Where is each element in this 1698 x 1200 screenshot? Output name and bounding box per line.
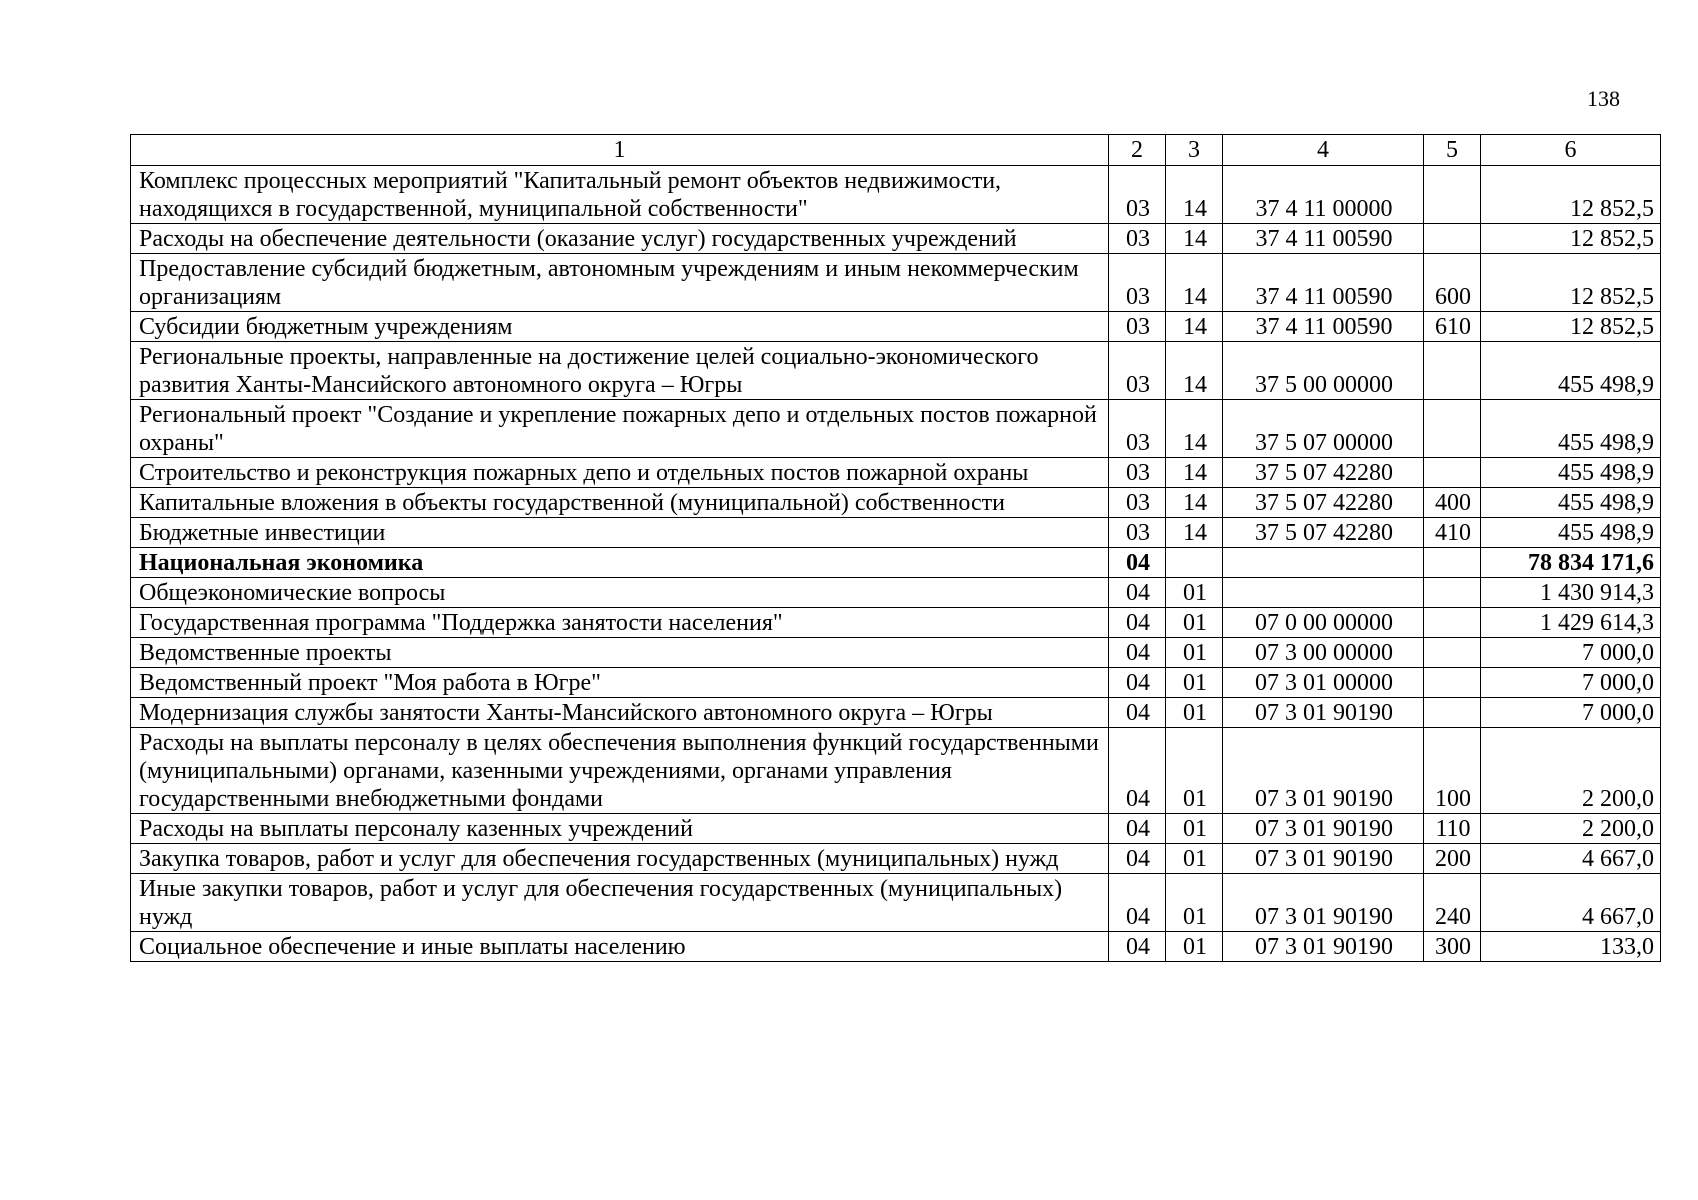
- target-article-cell: 07 3 01 00000: [1223, 668, 1424, 698]
- amount-cell: 12 852,5: [1481, 312, 1661, 342]
- header-cell: 1: [131, 135, 1109, 166]
- subsection-code-cell: 14: [1166, 312, 1223, 342]
- section-code-cell: 03: [1109, 254, 1166, 312]
- subsection-code-cell: 01: [1166, 844, 1223, 874]
- expense-type-cell: [1424, 668, 1481, 698]
- section-code-cell: 04: [1109, 874, 1166, 932]
- expense-type-cell: 200: [1424, 844, 1481, 874]
- section-code-cell: 03: [1109, 488, 1166, 518]
- table-row: [131, 728, 1661, 814]
- expense-type-cell: 240: [1424, 874, 1481, 932]
- amount-cell: 12 852,5: [1481, 224, 1661, 254]
- header-cell: 4: [1223, 135, 1424, 166]
- amount-cell: 1 430 914,3: [1481, 578, 1661, 608]
- section-code-cell: 04: [1109, 548, 1166, 578]
- table-row: [131, 698, 1661, 728]
- amount-cell: 2 200,0: [1481, 814, 1661, 844]
- amount-cell: 455 498,9: [1481, 342, 1661, 400]
- expense-type-cell: [1424, 166, 1481, 224]
- subsection-code-cell: 01: [1166, 608, 1223, 638]
- amount-cell: 455 498,9: [1481, 458, 1661, 488]
- row-name-cell: Предоставление субсидий бюджетным, автономным учреждениям и иным некоммерческим организациям: [131, 254, 1109, 312]
- subsection-code-cell: 01: [1166, 578, 1223, 608]
- row-name-cell: Субсидии бюджетным учреждениям: [131, 312, 1109, 342]
- subsection-code-cell: 14: [1166, 166, 1223, 224]
- row-name-cell: Модернизация службы занятости Ханты-Мансийского автономного округа – Югры: [131, 698, 1109, 728]
- section-code-cell: 03: [1109, 342, 1166, 400]
- expense-type-cell: [1424, 578, 1481, 608]
- row-name-cell: Комплекс процессных мероприятий "Капитальный ремонт объектов недвижимости, находящихся в государственной, муниципальной собственности": [131, 166, 1109, 224]
- row-name-cell: Закупка товаров, работ и услуг для обеспечения государственных (муниципальных) нужд: [131, 844, 1109, 874]
- target-article-cell: [1223, 548, 1424, 578]
- row-name-cell: Расходы на выплаты персоналу казенных учреждений: [131, 814, 1109, 844]
- target-article-cell: 37 5 07 42280: [1223, 458, 1424, 488]
- section-code-cell: 03: [1109, 400, 1166, 458]
- section-code-cell: 04: [1109, 638, 1166, 668]
- expense-type-cell: [1424, 342, 1481, 400]
- section-code-cell: 03: [1109, 458, 1166, 488]
- amount-cell: 455 498,9: [1481, 488, 1661, 518]
- table-row: [131, 608, 1661, 638]
- amount-cell: 4 667,0: [1481, 844, 1661, 874]
- table-row: [131, 224, 1661, 254]
- section-code-cell: 04: [1109, 814, 1166, 844]
- target-article-cell: 07 3 00 00000: [1223, 638, 1424, 668]
- expense-type-cell: 110: [1424, 814, 1481, 844]
- target-article-cell: 07 3 01 90190: [1223, 698, 1424, 728]
- row-name-cell: Расходы на обеспечение деятельности (оказание услуг) государственных учреждений: [131, 224, 1109, 254]
- header-cell: 5: [1424, 135, 1481, 166]
- amount-cell: 7 000,0: [1481, 638, 1661, 668]
- row-name-cell: Бюджетные инвестиции: [131, 518, 1109, 548]
- amount-cell: 133,0: [1481, 932, 1661, 962]
- target-article-cell: [1223, 578, 1424, 608]
- expense-type-cell: 600: [1424, 254, 1481, 312]
- target-article-cell: 37 5 07 00000: [1223, 400, 1424, 458]
- row-name-cell: Капитальные вложения в объекты государственной (муниципальной) собственности: [131, 488, 1109, 518]
- target-article-cell: 37 5 00 00000: [1223, 342, 1424, 400]
- subsection-code-cell: 01: [1166, 668, 1223, 698]
- table-row: [131, 400, 1661, 458]
- table-row: [131, 518, 1661, 548]
- target-article-cell: 07 3 01 90190: [1223, 844, 1424, 874]
- amount-cell: 2 200,0: [1481, 728, 1661, 814]
- table-row: [131, 814, 1661, 844]
- row-name-cell: Национальная экономика: [131, 548, 1109, 578]
- section-code-cell: 03: [1109, 312, 1166, 342]
- row-name-cell: Региональные проекты, направленные на достижение целей социально-экономического развития Ханты-Мансийского автономного округа – Югры: [131, 342, 1109, 400]
- header-cell: 3: [1166, 135, 1223, 166]
- table-row: [131, 548, 1661, 578]
- table-row: [131, 342, 1661, 400]
- subsection-code-cell: 01: [1166, 932, 1223, 962]
- expense-type-cell: [1424, 224, 1481, 254]
- subsection-code-cell: 01: [1166, 874, 1223, 932]
- target-article-cell: 37 5 07 42280: [1223, 488, 1424, 518]
- expense-type-cell: 100: [1424, 728, 1481, 814]
- target-article-cell: 37 4 11 00590: [1223, 312, 1424, 342]
- subsection-code-cell: 01: [1166, 698, 1223, 728]
- table-row: [131, 488, 1661, 518]
- expense-type-cell: 610: [1424, 312, 1481, 342]
- subsection-code-cell: 14: [1166, 342, 1223, 400]
- section-code-cell: 03: [1109, 166, 1166, 224]
- subsection-code-cell: [1166, 548, 1223, 578]
- section-code-cell: 04: [1109, 728, 1166, 814]
- amount-cell: 7 000,0: [1481, 698, 1661, 728]
- row-name-cell: Государственная программа "Поддержка занятости населения": [131, 608, 1109, 638]
- target-article-cell: 07 3 01 90190: [1223, 728, 1424, 814]
- table-row: [131, 458, 1661, 488]
- subsection-code-cell: 01: [1166, 728, 1223, 814]
- target-article-cell: 07 0 00 00000: [1223, 608, 1424, 638]
- expense-type-cell: 300: [1424, 932, 1481, 962]
- section-code-cell: 04: [1109, 844, 1166, 874]
- row-name-cell: Строительство и реконструкция пожарных депо и отдельных постов пожарной охраны: [131, 458, 1109, 488]
- subsection-code-cell: 01: [1166, 814, 1223, 844]
- header-row: [131, 135, 1661, 166]
- section-code-cell: 04: [1109, 698, 1166, 728]
- expense-type-cell: [1424, 608, 1481, 638]
- amount-cell: 12 852,5: [1481, 254, 1661, 312]
- amount-cell: 78 834 171,6: [1481, 548, 1661, 578]
- subsection-code-cell: 14: [1166, 518, 1223, 548]
- table-row: [131, 578, 1661, 608]
- section-code-cell: 04: [1109, 578, 1166, 608]
- amount-cell: 12 852,5: [1481, 166, 1661, 224]
- target-article-cell: 07 3 01 90190: [1223, 874, 1424, 932]
- expense-type-cell: [1424, 638, 1481, 668]
- table-row: [131, 932, 1661, 962]
- section-code-cell: 04: [1109, 608, 1166, 638]
- header-cell: 2: [1109, 135, 1166, 166]
- expense-type-cell: 400: [1424, 488, 1481, 518]
- expense-type-cell: [1424, 548, 1481, 578]
- row-name-cell: Социальное обеспечение и иные выплаты населению: [131, 932, 1109, 962]
- target-article-cell: 37 4 11 00590: [1223, 254, 1424, 312]
- table-row: [131, 312, 1661, 342]
- section-code-cell: 03: [1109, 518, 1166, 548]
- amount-cell: 4 667,0: [1481, 874, 1661, 932]
- amount-cell: 1 429 614,3: [1481, 608, 1661, 638]
- amount-cell: 7 000,0: [1481, 668, 1661, 698]
- budget-table: [130, 134, 1661, 962]
- row-name-cell: Ведомственный проект "Моя работа в Югре": [131, 668, 1109, 698]
- section-code-cell: 04: [1109, 668, 1166, 698]
- section-code-cell: 04: [1109, 932, 1166, 962]
- subsection-code-cell: 14: [1166, 400, 1223, 458]
- target-article-cell: 37 4 11 00000: [1223, 166, 1424, 224]
- expense-type-cell: [1424, 698, 1481, 728]
- table-row: [131, 254, 1661, 312]
- subsection-code-cell: 14: [1166, 458, 1223, 488]
- subsection-code-cell: 01: [1166, 638, 1223, 668]
- table-body: [131, 166, 1661, 962]
- row-name-cell: Общеэкономические вопросы: [131, 578, 1109, 608]
- amount-cell: 455 498,9: [1481, 518, 1661, 548]
- subsection-code-cell: 14: [1166, 488, 1223, 518]
- expense-type-cell: [1424, 458, 1481, 488]
- table-row: [131, 638, 1661, 668]
- page-number: 138: [1587, 86, 1620, 111]
- amount-cell: 455 498,9: [1481, 400, 1661, 458]
- target-article-cell: 07 3 01 90190: [1223, 814, 1424, 844]
- expense-type-cell: [1424, 400, 1481, 458]
- table-row: [131, 166, 1661, 224]
- row-name-cell: Иные закупки товаров, работ и услуг для обеспечения государственных (муниципальных) нужд: [131, 874, 1109, 932]
- target-article-cell: 07 3 01 90190: [1223, 932, 1424, 962]
- target-article-cell: 37 5 07 42280: [1223, 518, 1424, 548]
- row-name-cell: Расходы на выплаты персоналу в целях обеспечения выполнения функций государственными (муниципальными) органами, казенными учреждениями, органами управления государственными внебюджетными фондами: [131, 728, 1109, 814]
- subsection-code-cell: 14: [1166, 254, 1223, 312]
- table-row: [131, 844, 1661, 874]
- row-name-cell: Ведомственные проекты: [131, 638, 1109, 668]
- row-name-cell: Региональный проект "Создание и укрепление пожарных депо и отдельных постов пожарной охраны": [131, 400, 1109, 458]
- table-row: [131, 668, 1661, 698]
- expense-type-cell: 410: [1424, 518, 1481, 548]
- subsection-code-cell: 14: [1166, 224, 1223, 254]
- section-code-cell: 03: [1109, 224, 1166, 254]
- table-row: [131, 874, 1661, 932]
- header-cell: 6: [1481, 135, 1661, 166]
- target-article-cell: 37 4 11 00590: [1223, 224, 1424, 254]
